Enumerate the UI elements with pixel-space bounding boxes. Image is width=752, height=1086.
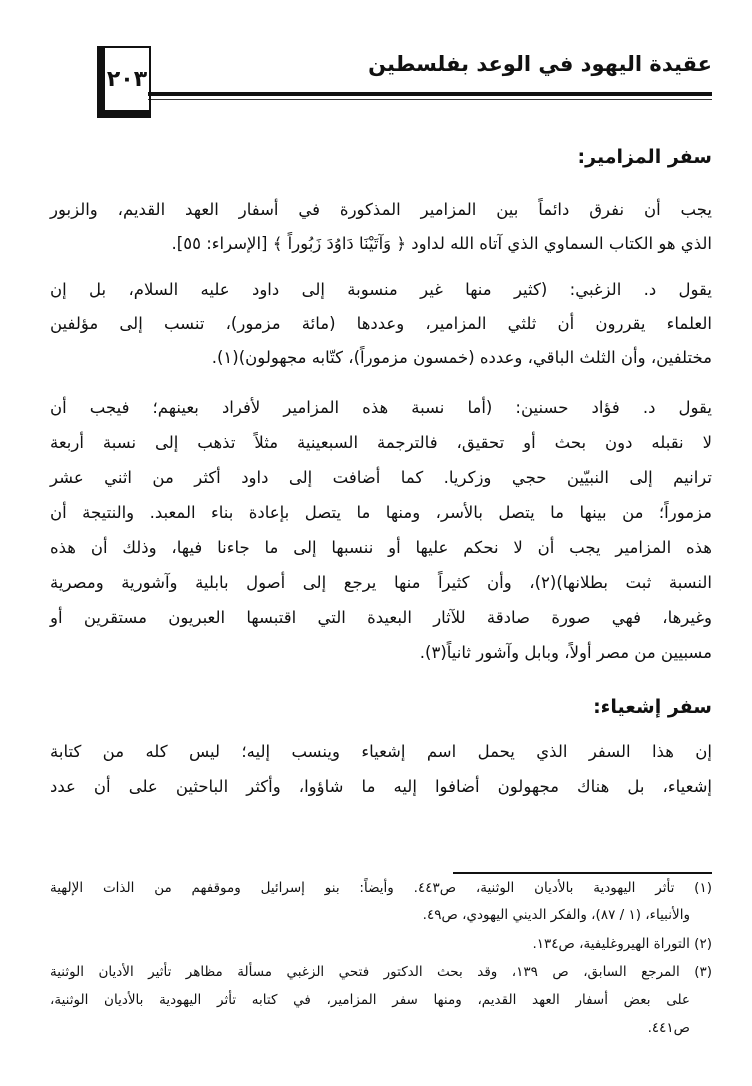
text-line: مسبيين من مصر أولاً، وبابل وآشور ثانياً(٣). [419,643,712,662]
footnote-line: على بعض أسفار العهد القديم، ومنها سفر المزامير، في كتابه تأثر اليهودية بالأديان الوثنية، [50,992,690,1008]
text-line: مختلفين، وأن الثلث الباقي، وعدده (خمسون مزموراً)، كتّابه مجهولون)(١). [211,348,712,367]
text-line: يقول د. فؤاد حسنين: (أما نسبة هذه المزامير لأفراد بعينهم؛ فيجب أن [50,398,712,417]
footnote-line: (٣) المرجع السابق، ص ١٣٩، وقد بحث الدكتور فتحي الزغبي مسألة مظاهر تأثير الأديان الوثنية [50,964,713,980]
footnote-rule [453,872,712,874]
footnote-line: ص٤٤١. [647,1020,690,1036]
text-line: ترانيم إلى النبيّين حجي وزكريا. كما أضافت إلى داود أكثر من اثني عشر [50,468,712,487]
text-line: لا نقبله دون بحث أو تحقيق، فالترجمة السبعينية مثلاً تذهب إلى نسبة أربعة [50,433,712,452]
text-line: العلماء يقررون أن ثلثي المزامير، وعددها (مائة مزمور)، تنسب إلى مؤلفين [50,314,712,333]
text-line: مزموراً؛ من بينها ما يتصل بالأسر، ومنها ما يتصل بإعادة بناء المعبد. والنتيجة أن [50,503,712,522]
text-line: هذه المزامير يجب أن لا نحكم عليها أو ننسبها إلى ما جاءنا فيها، وذلك أن هذه [50,538,712,557]
text-line: وغيرها، فهي صورة صادقة للآثار البعيدة التي اقتبسها العبريون مستقرين أو [50,608,712,627]
header-rule-thin [148,99,712,100]
text-line: إشعياء، بل هناك مجهولون أضافوا إليه ما شاؤوا، وأكثر الباحثين على أن عدد [50,777,712,796]
text-line: النسبة ثبت بطلانها)(٢)، وأن كثيراً منها يرجع إلى أصول بابلية وآشورية ومصرية [50,573,712,592]
header-rule [148,92,712,96]
section-heading-psalms: سفر المزامير: [577,146,712,168]
text-line: يجب أن نفرق دائماً بين المزامير المذكورة في أسفار العهد القديم، والزبور [50,200,712,219]
footnote-line: (١) تأثر اليهودية بالأديان الوثنية، ص٤٤٣. وأيضاً: بنو إسرائيل وموقفهم من الذات الإلهية [50,880,712,896]
running-header-title: عقيدة اليهود في الوعد بفلسطين [368,52,712,76]
page-number: ٢٠٣ [97,46,151,118]
footnote-line: والأنبياء، (١ / ٨٧)، والفكر الديني اليهودي، ص٤٩. [422,907,690,923]
text-line: يقول د. الزغبي: (كثير منها غير منسوبة إلى داود عليه السلام، بل إن [50,280,712,299]
section-heading-isaiah: سفر إشعياء: [593,696,712,718]
text-line: الذي هو الكتاب السماوي الذي آتاه الله لداود ﴿ وَآتَيْنَا دَاوُدَ زَبُوراً ﴾ [الإسراء: ٥٥]. [171,234,712,253]
footnote-line: (٢) التوراة الهيروغليفية، ص١٣٤. [532,936,712,952]
text-line: إن هذا السفر الذي يحمل اسم إشعياء وينسب إليه؛ ليس كله من كتابة [50,742,712,761]
